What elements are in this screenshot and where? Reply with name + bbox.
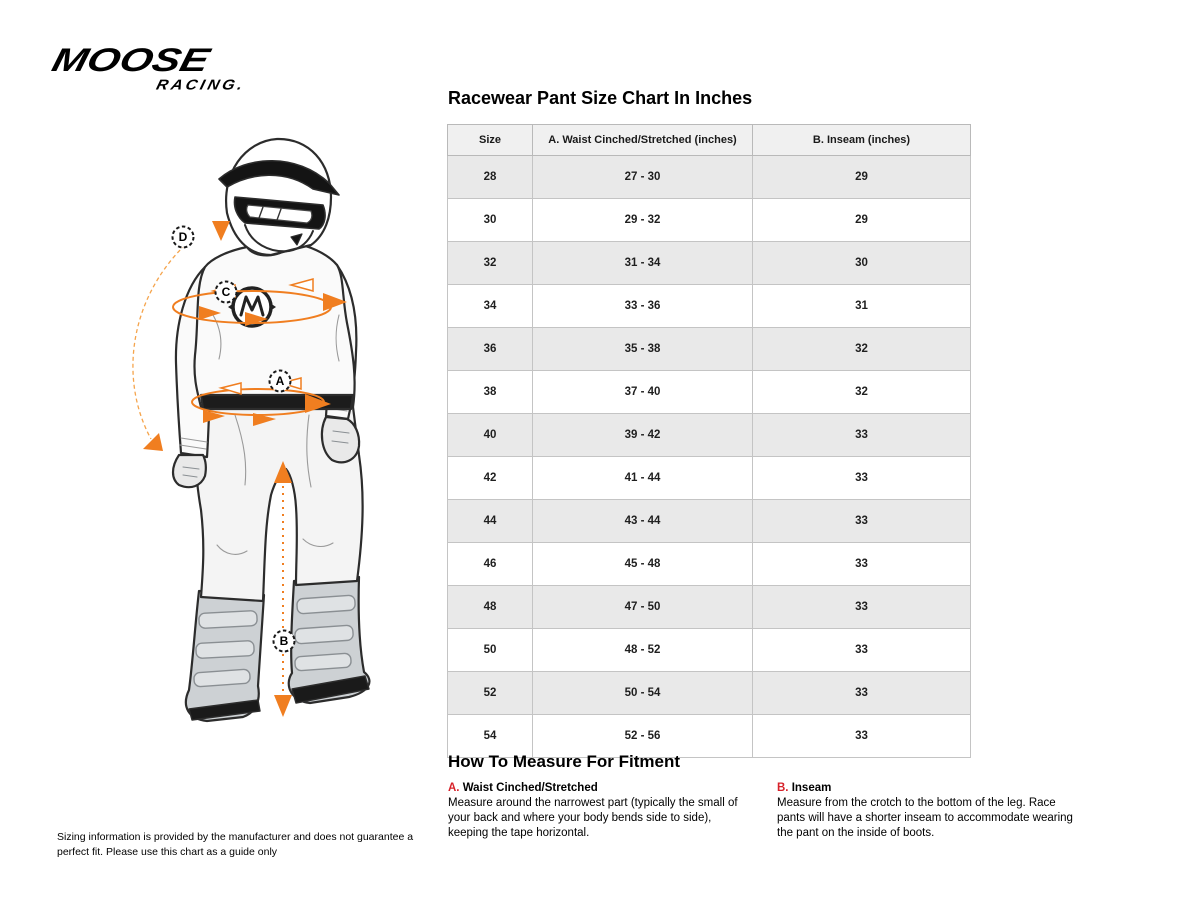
table-row <box>448 328 971 371</box>
column-header-inseam: B. Inseam (inches) <box>753 125 971 156</box>
measure-description-waist: Measure around the narrowest part (typically the small of your back and where your body bends side to side), keeping the tape horizontal. <box>448 797 738 839</box>
size-table-body <box>448 156 971 758</box>
how-to-measure-title: How To Measure For Fitment <box>448 752 681 771</box>
table-cell: 29 <box>753 199 971 242</box>
measure-section-waist <box>448 782 748 841</box>
how-to-measure-section <box>448 752 1128 841</box>
table-cell: 32 <box>448 242 533 285</box>
table-cell: 40 <box>448 414 533 457</box>
table-cell: 39 - 42 <box>533 414 753 457</box>
marker-letter-a: A <box>275 374 285 388</box>
table-cell: 52 - 56 <box>533 715 753 758</box>
table-cell: 35 - 38 <box>533 328 753 371</box>
table-cell: 37 - 40 <box>533 371 753 414</box>
table-row <box>448 371 971 414</box>
table-cell: 48 <box>448 586 533 629</box>
marker-letter-b: B <box>279 634 289 648</box>
table-cell: 54 <box>448 715 533 758</box>
moose-racing-logo <box>48 41 247 96</box>
table-cell: 33 <box>753 543 971 586</box>
table-cell: 38 <box>448 371 533 414</box>
table-cell: 50 - 54 <box>533 672 753 715</box>
measure-description-inseam: Measure from the crotch to the bottom of the leg. Race pants will have a shorter inseam to accommodate wearing the pant on the inside of boots. <box>777 797 1073 839</box>
logo-subtext: RACING. <box>154 78 247 94</box>
table-cell: 52 <box>448 672 533 715</box>
marker-badge-c <box>216 282 237 303</box>
measure-name-inseam: Inseam <box>791 782 832 794</box>
column-header-size: Size <box>448 125 533 156</box>
table-cell: 41 - 44 <box>533 457 753 500</box>
table-cell: 27 - 30 <box>533 156 753 199</box>
size-table <box>447 124 971 758</box>
table-row <box>448 242 971 285</box>
rider-belt <box>201 395 353 409</box>
table-row <box>448 543 971 586</box>
table-cell: 33 <box>753 457 971 500</box>
logo-wordmark: MOOSE <box>48 41 214 79</box>
table-cell: 31 <box>753 285 971 328</box>
table-cell: 33 <box>753 672 971 715</box>
table-row <box>448 156 971 199</box>
marker-badge-d <box>173 227 194 248</box>
table-cell: 48 - 52 <box>533 629 753 672</box>
measure-letter-a: A. <box>448 782 460 794</box>
measure-section-inseam <box>777 782 1087 841</box>
table-cell: 46 <box>448 543 533 586</box>
table-cell: 33 <box>753 414 971 457</box>
table-row <box>448 629 971 672</box>
table-row <box>448 586 971 629</box>
marker-letter-d: D <box>178 230 188 244</box>
marker-letter-c: C <box>221 285 231 299</box>
rider-helmet <box>219 139 339 255</box>
table-row <box>448 457 971 500</box>
table-row <box>448 672 971 715</box>
rider-illustration <box>95 115 425 770</box>
disclaimer-text: Sizing information is provided by the manufacturer and does not guarantee a perfect fit. Please use this chart as a guide only <box>57 831 414 858</box>
table-cell: 29 - 32 <box>533 199 753 242</box>
measure-name-waist: Waist Cinched/Stretched <box>462 782 598 794</box>
table-cell: 30 <box>448 199 533 242</box>
size-chart-title: Racewear Pant Size Chart In Inches <box>448 88 753 108</box>
table-cell: 36 <box>448 328 533 371</box>
table-cell: 33 <box>753 629 971 672</box>
table-cell: 29 <box>753 156 971 199</box>
table-cell: 50 <box>448 629 533 672</box>
table-cell: 44 <box>448 500 533 543</box>
table-cell: 28 <box>448 156 533 199</box>
table-cell: 32 <box>753 328 971 371</box>
table-cell: 45 - 48 <box>533 543 753 586</box>
table-cell: 30 <box>753 242 971 285</box>
measure-letter-b: B. <box>777 782 789 794</box>
table-cell: 31 - 34 <box>533 242 753 285</box>
table-cell: 47 - 50 <box>533 586 753 629</box>
table-cell: 34 <box>448 285 533 328</box>
table-cell: 33 - 36 <box>533 285 753 328</box>
table-row <box>448 500 971 543</box>
table-header-row <box>448 125 971 156</box>
marker-badge-b <box>274 631 295 652</box>
column-header-waist: A. Waist Cinched/Stretched (inches) <box>533 125 753 156</box>
table-row <box>448 199 971 242</box>
marker-badge-a <box>270 371 291 392</box>
table-cell: 42 <box>448 457 533 500</box>
table-cell: 43 - 44 <box>533 500 753 543</box>
table-cell: 33 <box>753 500 971 543</box>
table-cell: 33 <box>753 586 971 629</box>
table-row <box>448 414 971 457</box>
table-row <box>448 285 971 328</box>
table-cell: 33 <box>753 715 971 758</box>
table-cell: 32 <box>753 371 971 414</box>
